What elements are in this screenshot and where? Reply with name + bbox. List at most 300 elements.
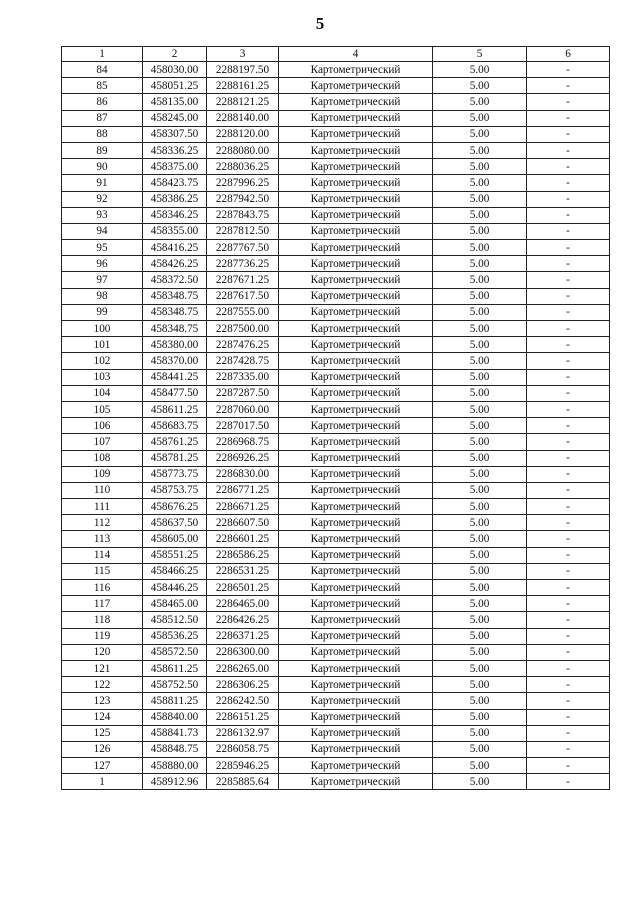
note-cell: -	[527, 62, 610, 78]
note-cell: -	[527, 94, 610, 110]
y-coordinate-cell: 2287500.00	[207, 321, 279, 337]
method-cell: Картометрический	[279, 515, 433, 531]
note-cell: -	[527, 304, 610, 320]
x-coordinate-cell: 458348.75	[143, 304, 207, 320]
point-number-cell: 106	[62, 418, 143, 434]
table-row	[62, 499, 610, 515]
x-coordinate-cell: 458355.00	[143, 223, 207, 239]
y-coordinate-cell: 2287060.00	[207, 401, 279, 417]
accuracy-cell: 5.00	[433, 725, 527, 741]
note-cell: -	[527, 580, 610, 596]
method-cell: Картометрический	[279, 369, 433, 385]
x-coordinate-cell: 458840.00	[143, 709, 207, 725]
point-number-cell: 101	[62, 337, 143, 353]
accuracy-cell: 5.00	[433, 240, 527, 256]
point-number-cell: 84	[62, 62, 143, 78]
note-cell: -	[527, 288, 610, 304]
table-row	[62, 272, 610, 288]
point-number-cell: 93	[62, 207, 143, 223]
note-cell: -	[527, 725, 610, 741]
table-row	[62, 321, 610, 337]
accuracy-cell: 5.00	[433, 515, 527, 531]
x-coordinate-cell: 458348.75	[143, 321, 207, 337]
table-row	[62, 175, 610, 191]
x-coordinate-cell: 458423.75	[143, 175, 207, 191]
table-row	[62, 693, 610, 709]
x-coordinate-cell: 458307.50	[143, 126, 207, 142]
x-coordinate-cell: 458841.73	[143, 725, 207, 741]
table-row	[62, 563, 610, 579]
table-row	[62, 256, 610, 272]
method-cell: Картометрический	[279, 62, 433, 78]
point-number-cell: 107	[62, 434, 143, 450]
note-cell: -	[527, 240, 610, 256]
point-number-cell: 112	[62, 515, 143, 531]
note-cell: -	[527, 418, 610, 434]
y-coordinate-cell: 2286151.25	[207, 709, 279, 725]
method-cell: Картометрический	[279, 159, 433, 175]
column-header: 4	[279, 47, 433, 62]
accuracy-cell: 5.00	[433, 94, 527, 110]
method-cell: Картометрический	[279, 644, 433, 660]
method-cell: Картометрический	[279, 401, 433, 417]
method-cell: Картометрический	[279, 110, 433, 126]
point-number-cell: 113	[62, 531, 143, 547]
accuracy-cell: 5.00	[433, 175, 527, 191]
accuracy-cell: 5.00	[433, 612, 527, 628]
column-header: 6	[527, 47, 610, 62]
x-coordinate-cell: 458611.25	[143, 401, 207, 417]
x-coordinate-cell: 458441.25	[143, 369, 207, 385]
accuracy-cell: 5.00	[433, 693, 527, 709]
note-cell: -	[527, 159, 610, 175]
method-cell: Картометрический	[279, 385, 433, 401]
point-number-cell: 94	[62, 223, 143, 239]
x-coordinate-cell: 458380.00	[143, 337, 207, 353]
accuracy-cell: 5.00	[433, 159, 527, 175]
accuracy-cell: 5.00	[433, 563, 527, 579]
y-coordinate-cell: 2286586.25	[207, 547, 279, 563]
point-number-cell: 120	[62, 644, 143, 660]
method-cell: Картометрический	[279, 175, 433, 191]
y-coordinate-cell: 2287287.50	[207, 385, 279, 401]
point-number-cell: 126	[62, 741, 143, 757]
accuracy-cell: 5.00	[433, 321, 527, 337]
table-row	[62, 353, 610, 369]
table-row	[62, 677, 610, 693]
table-row	[62, 434, 610, 450]
point-number-cell: 114	[62, 547, 143, 563]
note-cell: -	[527, 191, 610, 207]
column-header: 1	[62, 47, 143, 62]
accuracy-cell: 5.00	[433, 531, 527, 547]
accuracy-cell: 5.00	[433, 126, 527, 142]
accuracy-cell: 5.00	[433, 499, 527, 515]
table-row	[62, 774, 610, 790]
method-cell: Картометрический	[279, 78, 433, 94]
y-coordinate-cell: 2286607.50	[207, 515, 279, 531]
method-cell: Картометрический	[279, 223, 433, 239]
note-cell: -	[527, 628, 610, 644]
note-cell: -	[527, 401, 610, 417]
y-coordinate-cell: 2288161.25	[207, 78, 279, 94]
y-coordinate-cell: 2288036.25	[207, 159, 279, 175]
point-number-cell: 119	[62, 628, 143, 644]
table-row	[62, 191, 610, 207]
accuracy-cell: 5.00	[433, 337, 527, 353]
y-coordinate-cell: 2286426.25	[207, 612, 279, 628]
x-coordinate-cell: 458637.50	[143, 515, 207, 531]
accuracy-cell: 5.00	[433, 369, 527, 385]
x-coordinate-cell: 458372.50	[143, 272, 207, 288]
point-number-cell: 123	[62, 693, 143, 709]
x-coordinate-cell: 458348.75	[143, 288, 207, 304]
x-coordinate-cell: 458477.50	[143, 385, 207, 401]
x-coordinate-cell: 458336.25	[143, 142, 207, 158]
x-coordinate-cell: 458811.25	[143, 693, 207, 709]
table-row	[62, 240, 610, 256]
point-number-cell: 96	[62, 256, 143, 272]
table-row	[62, 531, 610, 547]
accuracy-cell: 5.00	[433, 78, 527, 94]
method-cell: Картометрический	[279, 240, 433, 256]
x-coordinate-cell: 458536.25	[143, 628, 207, 644]
y-coordinate-cell: 2286300.00	[207, 644, 279, 660]
note-cell: -	[527, 709, 610, 725]
x-coordinate-cell: 458512.50	[143, 612, 207, 628]
method-cell: Картометрический	[279, 693, 433, 709]
x-coordinate-cell: 458753.75	[143, 482, 207, 498]
method-cell: Картометрический	[279, 337, 433, 353]
method-cell: Картометрический	[279, 272, 433, 288]
table-body	[62, 62, 610, 790]
method-cell: Картометрический	[279, 321, 433, 337]
y-coordinate-cell: 2285885.64	[207, 774, 279, 790]
point-number-cell: 124	[62, 709, 143, 725]
note-cell: -	[527, 321, 610, 337]
y-coordinate-cell: 2286058.75	[207, 741, 279, 757]
note-cell: -	[527, 450, 610, 466]
point-number-cell: 99	[62, 304, 143, 320]
method-cell: Картометрический	[279, 126, 433, 142]
accuracy-cell: 5.00	[433, 547, 527, 563]
note-cell: -	[527, 434, 610, 450]
table-row	[62, 110, 610, 126]
y-coordinate-cell: 2287736.25	[207, 256, 279, 272]
point-number-cell: 86	[62, 94, 143, 110]
point-number-cell: 87	[62, 110, 143, 126]
point-number-cell: 116	[62, 580, 143, 596]
x-coordinate-cell: 458386.25	[143, 191, 207, 207]
point-number-cell: 117	[62, 596, 143, 612]
point-number-cell: 88	[62, 126, 143, 142]
x-coordinate-cell: 458605.00	[143, 531, 207, 547]
y-coordinate-cell: 2286132.97	[207, 725, 279, 741]
accuracy-cell: 5.00	[433, 644, 527, 660]
table-row	[62, 159, 610, 175]
accuracy-cell: 5.00	[433, 418, 527, 434]
note-cell: -	[527, 660, 610, 676]
y-coordinate-cell: 2286771.25	[207, 482, 279, 498]
x-coordinate-cell: 458773.75	[143, 466, 207, 482]
point-number-cell: 122	[62, 677, 143, 693]
y-coordinate-cell: 2287942.50	[207, 191, 279, 207]
accuracy-cell: 5.00	[433, 660, 527, 676]
method-cell: Картометрический	[279, 94, 433, 110]
note-cell: -	[527, 337, 610, 353]
y-coordinate-cell: 2287335.00	[207, 369, 279, 385]
table-row	[62, 126, 610, 142]
point-number-cell: 100	[62, 321, 143, 337]
accuracy-cell: 5.00	[433, 223, 527, 239]
y-coordinate-cell: 2286465.00	[207, 596, 279, 612]
note-cell: -	[527, 256, 610, 272]
y-coordinate-cell: 2288197.50	[207, 62, 279, 78]
table-row	[62, 62, 610, 78]
accuracy-cell: 5.00	[433, 272, 527, 288]
method-cell: Картометрический	[279, 563, 433, 579]
method-cell: Картометрический	[279, 660, 433, 676]
point-number-cell: 103	[62, 369, 143, 385]
note-cell: -	[527, 677, 610, 693]
table-row	[62, 482, 610, 498]
accuracy-cell: 5.00	[433, 580, 527, 596]
accuracy-cell: 5.00	[433, 304, 527, 320]
method-cell: Картометрический	[279, 288, 433, 304]
method-cell: Картометрический	[279, 499, 433, 515]
note-cell: -	[527, 547, 610, 563]
note-cell: -	[527, 774, 610, 790]
point-number-cell: 85	[62, 78, 143, 94]
accuracy-cell: 5.00	[433, 191, 527, 207]
y-coordinate-cell: 2286265.00	[207, 660, 279, 676]
accuracy-cell: 5.00	[433, 288, 527, 304]
method-cell: Картометрический	[279, 450, 433, 466]
point-number-cell: 105	[62, 401, 143, 417]
y-coordinate-cell: 2288121.25	[207, 94, 279, 110]
method-cell: Картометрический	[279, 191, 433, 207]
accuracy-cell: 5.00	[433, 628, 527, 644]
note-cell: -	[527, 596, 610, 612]
accuracy-cell: 5.00	[433, 142, 527, 158]
table-row	[62, 450, 610, 466]
point-number-cell: 127	[62, 758, 143, 774]
accuracy-cell: 5.00	[433, 482, 527, 498]
point-number-cell: 118	[62, 612, 143, 628]
point-number-cell: 125	[62, 725, 143, 741]
accuracy-cell: 5.00	[433, 758, 527, 774]
x-coordinate-cell: 458761.25	[143, 434, 207, 450]
point-number-cell: 89	[62, 142, 143, 158]
note-cell: -	[527, 612, 610, 628]
x-coordinate-cell: 458446.25	[143, 580, 207, 596]
x-coordinate-cell: 458880.00	[143, 758, 207, 774]
point-number-cell: 108	[62, 450, 143, 466]
table-row	[62, 78, 610, 94]
x-coordinate-cell: 458375.00	[143, 159, 207, 175]
y-coordinate-cell: 2288140.00	[207, 110, 279, 126]
table-row	[62, 580, 610, 596]
note-cell: -	[527, 126, 610, 142]
x-coordinate-cell: 458676.25	[143, 499, 207, 515]
x-coordinate-cell: 458245.00	[143, 110, 207, 126]
y-coordinate-cell: 2287843.75	[207, 207, 279, 223]
accuracy-cell: 5.00	[433, 110, 527, 126]
method-cell: Картометрический	[279, 142, 433, 158]
x-coordinate-cell: 458051.25	[143, 78, 207, 94]
accuracy-cell: 5.00	[433, 774, 527, 790]
table-row	[62, 207, 610, 223]
y-coordinate-cell: 2287017.50	[207, 418, 279, 434]
accuracy-cell: 5.00	[433, 353, 527, 369]
accuracy-cell: 5.00	[433, 385, 527, 401]
x-coordinate-cell: 458426.25	[143, 256, 207, 272]
column-header: 3	[207, 47, 279, 62]
y-coordinate-cell: 2286501.25	[207, 580, 279, 596]
accuracy-cell: 5.00	[433, 62, 527, 78]
point-number-cell: 90	[62, 159, 143, 175]
x-coordinate-cell: 458551.25	[143, 547, 207, 563]
y-coordinate-cell: 2286242.50	[207, 693, 279, 709]
y-coordinate-cell: 2286531.25	[207, 563, 279, 579]
y-coordinate-cell: 2286926.25	[207, 450, 279, 466]
method-cell: Картометрический	[279, 466, 433, 482]
method-cell: Картометрический	[279, 304, 433, 320]
coordinates-table	[61, 46, 610, 790]
x-coordinate-cell: 458752.50	[143, 677, 207, 693]
table-row	[62, 725, 610, 741]
note-cell: -	[527, 385, 610, 401]
note-cell: -	[527, 644, 610, 660]
method-cell: Картометрический	[279, 580, 433, 596]
point-number-cell: 109	[62, 466, 143, 482]
y-coordinate-cell: 2286968.75	[207, 434, 279, 450]
table-row	[62, 466, 610, 482]
note-cell: -	[527, 482, 610, 498]
accuracy-cell: 5.00	[433, 677, 527, 693]
note-cell: -	[527, 693, 610, 709]
point-number-cell: 92	[62, 191, 143, 207]
point-number-cell: 121	[62, 660, 143, 676]
point-number-cell: 115	[62, 563, 143, 579]
point-number-cell: 102	[62, 353, 143, 369]
page-number: 5	[315, 14, 325, 33]
table-row	[62, 547, 610, 563]
method-cell: Картометрический	[279, 741, 433, 757]
note-cell: -	[527, 142, 610, 158]
table-row	[62, 223, 610, 239]
x-coordinate-cell: 458030.00	[143, 62, 207, 78]
table-row	[62, 644, 610, 660]
method-cell: Картометрический	[279, 709, 433, 725]
y-coordinate-cell: 2287671.25	[207, 272, 279, 288]
x-coordinate-cell: 458346.25	[143, 207, 207, 223]
table-row	[62, 660, 610, 676]
accuracy-cell: 5.00	[433, 741, 527, 757]
method-cell: Картометрический	[279, 482, 433, 498]
y-coordinate-cell: 2286671.25	[207, 499, 279, 515]
y-coordinate-cell: 2287476.25	[207, 337, 279, 353]
y-coordinate-cell: 2286306.25	[207, 677, 279, 693]
point-number-cell: 111	[62, 499, 143, 515]
note-cell: -	[527, 499, 610, 515]
y-coordinate-cell: 2287555.00	[207, 304, 279, 320]
note-cell: -	[527, 741, 610, 757]
point-number-cell: 98	[62, 288, 143, 304]
table-row	[62, 741, 610, 757]
method-cell: Картометрический	[279, 596, 433, 612]
x-coordinate-cell: 458135.00	[143, 94, 207, 110]
note-cell: -	[527, 175, 610, 191]
table-row	[62, 142, 610, 158]
method-cell: Картометрический	[279, 256, 433, 272]
note-cell: -	[527, 272, 610, 288]
method-cell: Картометрический	[279, 418, 433, 434]
point-number-cell: 1	[62, 774, 143, 790]
method-cell: Картометрический	[279, 725, 433, 741]
method-cell: Картометрический	[279, 207, 433, 223]
table-row	[62, 596, 610, 612]
note-cell: -	[527, 563, 610, 579]
accuracy-cell: 5.00	[433, 256, 527, 272]
x-coordinate-cell: 458465.00	[143, 596, 207, 612]
method-cell: Картометрический	[279, 531, 433, 547]
table-row	[62, 369, 610, 385]
y-coordinate-cell: 2286830.00	[207, 466, 279, 482]
method-cell: Картометрический	[279, 434, 433, 450]
table-row	[62, 304, 610, 320]
table-row	[62, 709, 610, 725]
method-cell: Картометрический	[279, 612, 433, 628]
x-coordinate-cell: 458416.25	[143, 240, 207, 256]
table-header-row	[62, 47, 610, 62]
note-cell: -	[527, 207, 610, 223]
note-cell: -	[527, 466, 610, 482]
x-coordinate-cell: 458466.25	[143, 563, 207, 579]
method-cell: Картометрический	[279, 758, 433, 774]
table-row	[62, 337, 610, 353]
method-cell: Картометрический	[279, 677, 433, 693]
table-row	[62, 612, 610, 628]
accuracy-cell: 5.00	[433, 596, 527, 612]
accuracy-cell: 5.00	[433, 401, 527, 417]
table-row	[62, 94, 610, 110]
x-coordinate-cell: 458912.96	[143, 774, 207, 790]
point-number-cell: 91	[62, 175, 143, 191]
note-cell: -	[527, 223, 610, 239]
table-row	[62, 418, 610, 434]
table-row	[62, 628, 610, 644]
table-row	[62, 758, 610, 774]
method-cell: Картометрический	[279, 547, 433, 563]
y-coordinate-cell: 2287428.75	[207, 353, 279, 369]
point-number-cell: 104	[62, 385, 143, 401]
x-coordinate-cell: 458683.75	[143, 418, 207, 434]
y-coordinate-cell: 2287617.50	[207, 288, 279, 304]
y-coordinate-cell: 2285946.25	[207, 758, 279, 774]
y-coordinate-cell: 2288120.00	[207, 126, 279, 142]
table-row	[62, 515, 610, 531]
accuracy-cell: 5.00	[433, 450, 527, 466]
x-coordinate-cell: 458781.25	[143, 450, 207, 466]
y-coordinate-cell: 2286601.25	[207, 531, 279, 547]
note-cell: -	[527, 78, 610, 94]
accuracy-cell: 5.00	[433, 207, 527, 223]
point-number-cell: 95	[62, 240, 143, 256]
note-cell: -	[527, 369, 610, 385]
y-coordinate-cell: 2287812.50	[207, 223, 279, 239]
x-coordinate-cell: 458848.75	[143, 741, 207, 757]
